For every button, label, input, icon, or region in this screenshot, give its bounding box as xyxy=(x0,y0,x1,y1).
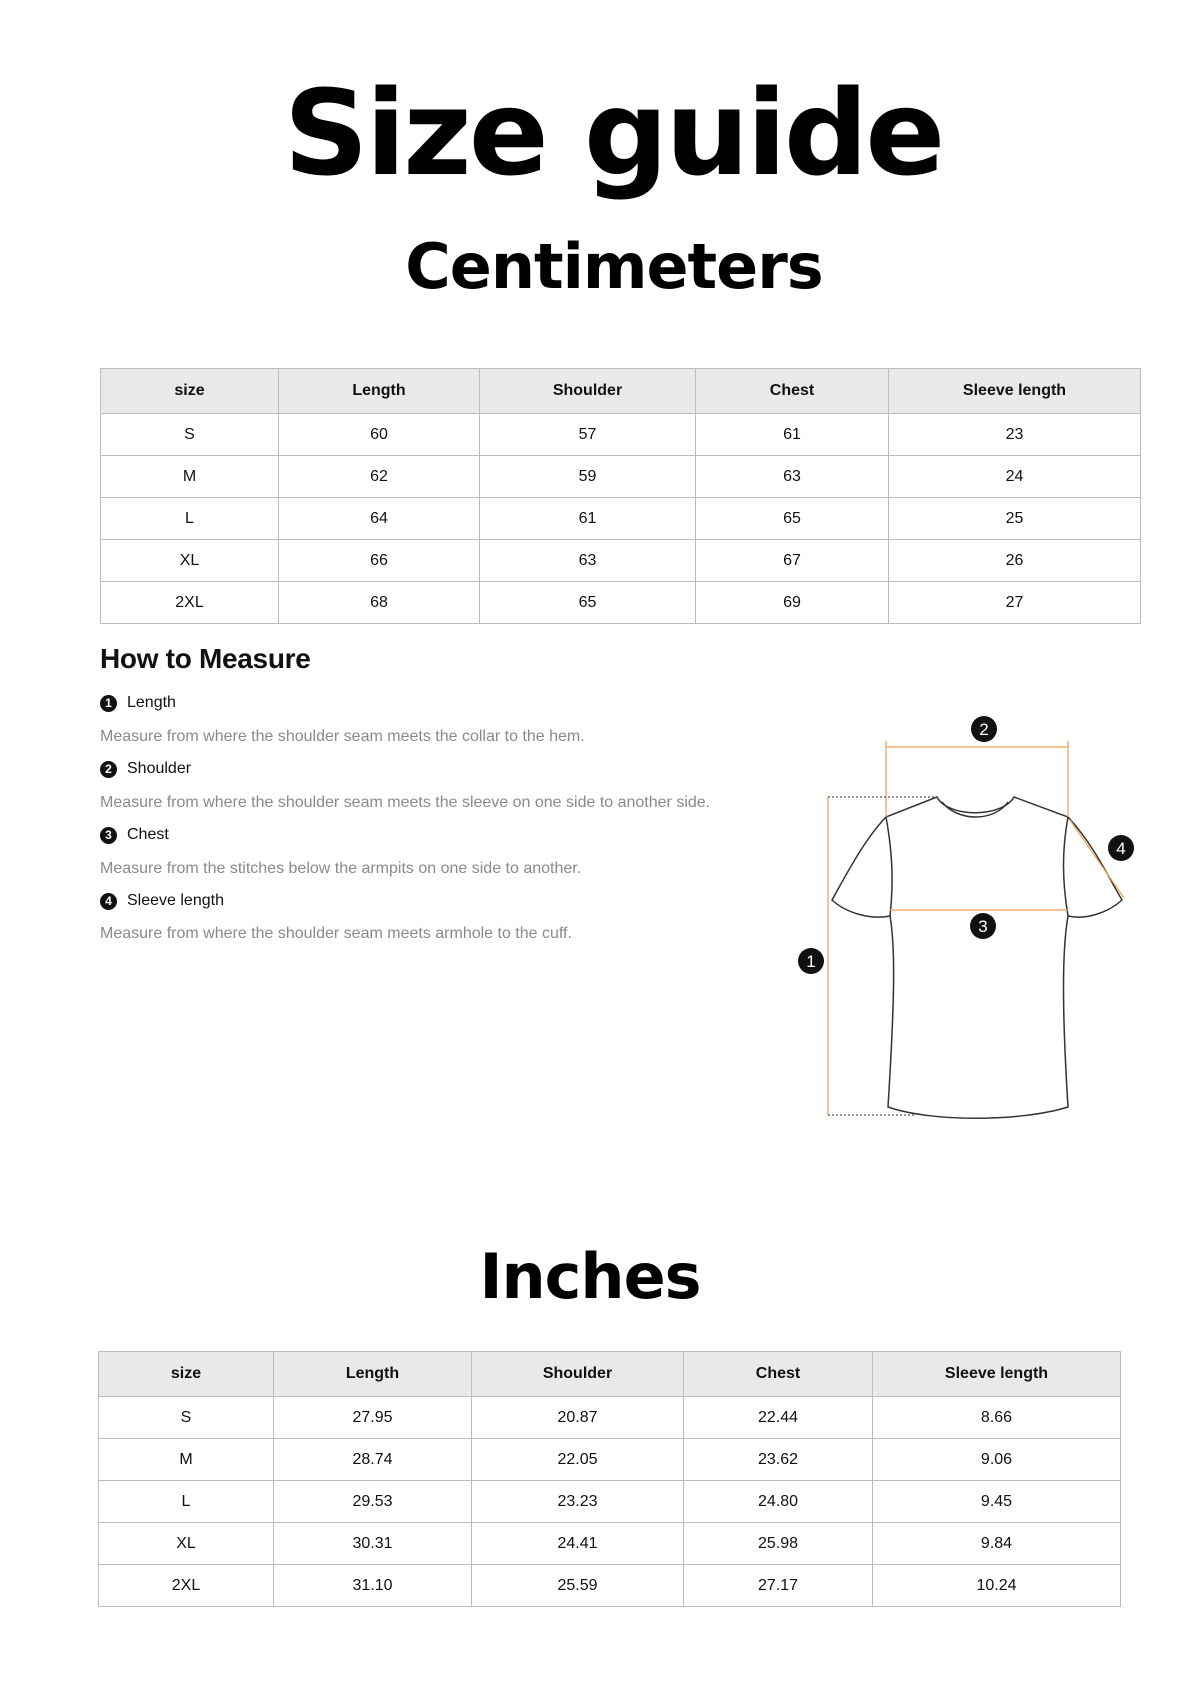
table-cell: 68 xyxy=(279,582,480,624)
column-header-shoulder: Shoulder xyxy=(472,1352,684,1397)
table-cell: 60 xyxy=(279,414,480,456)
page-title: Size guide xyxy=(283,64,943,202)
column-header-sleeve-length: Sleeve length xyxy=(889,369,1141,414)
table-cell: 27.95 xyxy=(274,1397,472,1439)
inches-heading: Inches xyxy=(479,1240,701,1313)
marker-3 xyxy=(970,913,996,939)
step-number-badge: 1 xyxy=(100,695,117,712)
step-number-badge: 3 xyxy=(100,827,117,844)
step-description: Measure from where the shoulder seam meets armhole to the cuff. xyxy=(100,925,572,942)
table-cell: 61 xyxy=(480,498,696,540)
inches-table xyxy=(98,1351,1121,1607)
table-cell: M xyxy=(99,1439,274,1481)
table-cell: S xyxy=(101,414,279,456)
step-shoulder xyxy=(100,760,191,778)
column-header-size: size xyxy=(99,1352,274,1397)
table-cell: 2XL xyxy=(101,582,279,624)
column-header-sleeve-length: Sleeve length xyxy=(873,1352,1121,1397)
table-cell: 62 xyxy=(279,456,480,498)
table-cell: 30.31 xyxy=(274,1523,472,1565)
step-description: Measure from the stitches below the armpits on one side to another. xyxy=(100,860,582,877)
step-length xyxy=(100,694,176,712)
table-row xyxy=(99,1397,1121,1439)
table-cell: 67 xyxy=(696,540,889,582)
step-number-badge: 2 xyxy=(100,761,117,778)
step-label: Length xyxy=(127,694,176,711)
table-row xyxy=(99,1439,1121,1481)
step-label: Sleeve length xyxy=(127,892,224,909)
table-cell: 23 xyxy=(889,414,1141,456)
table-cell: 9.84 xyxy=(873,1523,1121,1565)
table-cell: 22.44 xyxy=(684,1397,873,1439)
table-cell: 31.10 xyxy=(274,1565,472,1607)
table-cell: M xyxy=(101,456,279,498)
table-cell: 63 xyxy=(480,540,696,582)
table-cell: 25.59 xyxy=(472,1565,684,1607)
table-cell: 25.98 xyxy=(684,1523,873,1565)
table-cell: 29.53 xyxy=(274,1481,472,1523)
step-sleeve-length xyxy=(100,892,224,910)
table-cell: 2XL xyxy=(99,1565,274,1607)
marker-label: 3 xyxy=(978,917,988,936)
table-cell: 59 xyxy=(480,456,696,498)
how-to-measure-heading: How to Measure xyxy=(100,643,311,674)
t-shirt-icon xyxy=(832,797,1122,1118)
step-description: Measure from where the shoulder seam meets the collar to the hem. xyxy=(100,728,585,745)
column-header-length: Length xyxy=(274,1352,472,1397)
column-header-shoulder: Shoulder xyxy=(480,369,696,414)
table-cell: L xyxy=(101,498,279,540)
step-label: Shoulder xyxy=(127,760,192,777)
table-header-row xyxy=(101,369,1141,414)
table-row xyxy=(101,498,1141,540)
table-cell: 8.66 xyxy=(873,1397,1121,1439)
table-cell: 24 xyxy=(889,456,1141,498)
table-cell: S xyxy=(99,1397,274,1439)
centimeters-heading: Centimeters xyxy=(405,230,823,303)
column-header-size: size xyxy=(101,369,279,414)
marker-2 xyxy=(971,716,997,742)
table-row xyxy=(99,1523,1121,1565)
column-header-chest: Chest xyxy=(684,1352,873,1397)
table-cell: XL xyxy=(101,540,279,582)
marker-label: 4 xyxy=(1116,839,1126,858)
table-cell: 61 xyxy=(696,414,889,456)
step-chest xyxy=(100,826,169,844)
centimeters-table xyxy=(100,368,1141,624)
marker-4 xyxy=(1108,835,1134,861)
table-cell: 9.45 xyxy=(873,1481,1121,1523)
table-cell: 63 xyxy=(696,456,889,498)
table-cell: 10.24 xyxy=(873,1565,1121,1607)
table-row xyxy=(99,1565,1121,1607)
table-cell: 64 xyxy=(279,498,480,540)
table-cell: 69 xyxy=(696,582,889,624)
column-header-length: Length xyxy=(279,369,480,414)
table-row xyxy=(101,582,1141,624)
step-description: Measure from where the shoulder seam meets the sleeve on one side to another side. xyxy=(100,794,711,811)
table-row xyxy=(101,456,1141,498)
table-cell: 27.17 xyxy=(684,1565,873,1607)
table-cell: 57 xyxy=(480,414,696,456)
table-row xyxy=(99,1481,1121,1523)
table-cell: 20.87 xyxy=(472,1397,684,1439)
table-cell: 24.80 xyxy=(684,1481,873,1523)
table-cell: 66 xyxy=(279,540,480,582)
table-cell: XL xyxy=(99,1523,274,1565)
marker-label: 1 xyxy=(806,952,816,971)
table-cell: 9.06 xyxy=(873,1439,1121,1481)
table-cell: 22.05 xyxy=(472,1439,684,1481)
step-label: Chest xyxy=(127,826,169,843)
table-cell: 65 xyxy=(696,498,889,540)
table-cell: 27 xyxy=(889,582,1141,624)
table-cell: 23.62 xyxy=(684,1439,873,1481)
table-cell: 28.74 xyxy=(274,1439,472,1481)
table-row xyxy=(101,414,1141,456)
t-shirt-measurement-diagram xyxy=(790,700,1150,1130)
column-header-chest: Chest xyxy=(696,369,889,414)
table-header-row xyxy=(99,1352,1121,1397)
table-row xyxy=(101,540,1141,582)
table-cell: 25 xyxy=(889,498,1141,540)
table-cell: 24.41 xyxy=(472,1523,684,1565)
table-cell: 65 xyxy=(480,582,696,624)
table-cell: L xyxy=(99,1481,274,1523)
marker-label: 2 xyxy=(979,720,989,739)
table-cell: 26 xyxy=(889,540,1141,582)
table-cell: 23.23 xyxy=(472,1481,684,1523)
step-number-badge: 4 xyxy=(100,893,117,910)
marker-1 xyxy=(798,948,824,974)
